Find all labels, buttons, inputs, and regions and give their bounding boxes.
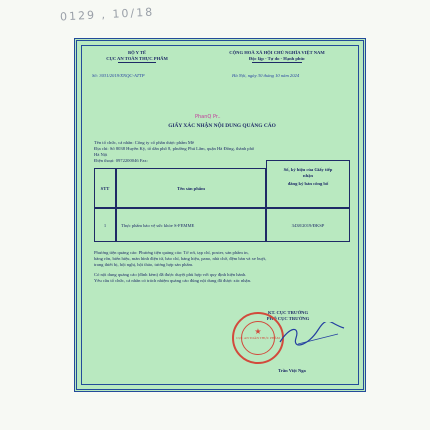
handwritten-margin-note: 0129 , 10/18	[59, 5, 155, 24]
signer-role: KT. CỤC TRƯỞNG	[267, 310, 309, 315]
table-row-reg-cell	[266, 208, 350, 242]
company-logo-icon	[195, 112, 221, 120]
approval-line-2: Yêu cầu tổ chức, cá nhân có trách nhiệm quảng cáo đúng nội dung đã được xác nhận.	[94, 278, 252, 283]
org-address: Địa chỉ: Số 8038 Huyền Kỳ, tổ dân phố 8, phường Phú Lãm, quận Hà Đông, thành phố	[94, 146, 255, 151]
table-header-product: Tên sản phẩm	[177, 186, 205, 191]
table-header-reg-cell	[266, 160, 350, 208]
republic-name: CỘNG HOÀ XÃ HỘI CHỦ NGHĨA VIỆT NAM	[229, 50, 325, 55]
agency-underline	[118, 62, 156, 63]
national-motto: Độc lập - Tự do - Hạnh phúc	[248, 56, 306, 61]
place-and-date: Hà Nội, ngày 30 tháng 10 năm 2024	[232, 73, 300, 78]
logo-text: PhanQ Pr..	[195, 114, 221, 120]
table-row-reg: 3438/2019/ĐKSP	[291, 223, 325, 228]
table-row-product: Thực phẩm bảo vệ sức khỏe S-FEMME	[121, 223, 195, 228]
stamp-star-icon: ★	[254, 327, 262, 336]
motto-underline	[252, 62, 302, 63]
table-row-stt: 1	[103, 223, 107, 228]
ministry-name: BỘ Y TẾ	[128, 50, 146, 55]
agency-name: CỤC AN TOÀN THỰC PHẨM	[106, 56, 168, 61]
document-title: GIẤY XÁC NHẬN NỘI DUNG QUẢNG CÁO	[168, 123, 276, 129]
signer-name: Trần Việt Nga	[278, 368, 306, 373]
signature-icon	[278, 322, 348, 348]
ad-media-line-2: băng rôn, biển hiệu, màn hình điện tử, bảo chí, bảng hiệu, pano, nhà chờ, đệm bàn và xe buýt,	[94, 256, 267, 261]
stamp-ring-text: CỤC AN TOÀN THỰC PHẨM	[236, 336, 280, 340]
certificate-inner-border	[81, 45, 359, 385]
document-number: Số: 3031/2019/XNQC-ATTP	[92, 73, 145, 78]
official-stamp	[232, 312, 284, 364]
table-header-reg-line3: đăng ký bản công bố	[287, 181, 329, 186]
table-header-reg-line2: nhận	[303, 173, 313, 178]
org-address-city: Hà Nội	[94, 152, 108, 157]
table-row-stt-cell	[94, 208, 116, 242]
org-name: Tên tổ chức, cá nhân: Công ty cổ phần dược phẩm Mê	[94, 140, 195, 145]
ad-media-line-1: Phương tiện quảng cáo: Phương tiện quảng cáo: Tờ rơi, tạp chí, poster, sản phẩm in,	[94, 250, 249, 255]
table-header-reg-line1: Số, ký hiệu của Giấy tiếp	[283, 167, 333, 172]
approval-line-1: Có nội dung quảng cáo (đính kèm) đã được duyệt phù hợp với quy định hiện hành.	[94, 272, 247, 277]
table-row-product-cell	[116, 208, 266, 242]
signer-deputy-title: PHÓ CỤC TRƯỞNG	[266, 316, 310, 321]
ad-media-line-3: trang thiết bị, hội nghị, hội thảo, tương hợp sản phẩm.	[94, 262, 194, 267]
table-header-stt-cell	[94, 168, 116, 208]
table-header-product-cell	[116, 168, 266, 208]
product-table	[94, 160, 350, 242]
org-phone: Điện thoại: 0972200046 Fax:	[94, 158, 148, 163]
table-header-stt: STT	[100, 186, 110, 191]
certificate-frame	[74, 38, 366, 392]
